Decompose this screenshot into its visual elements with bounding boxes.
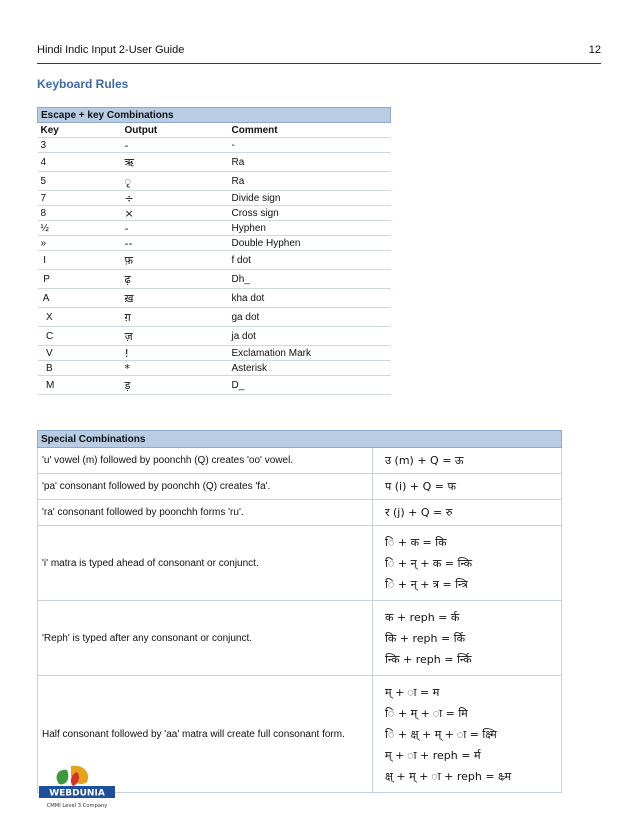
table-row xyxy=(38,206,391,221)
example-line: ि + क = कि xyxy=(385,535,447,549)
key-cell: ½ xyxy=(38,221,122,236)
table-row xyxy=(38,361,391,376)
example-line: न्कि + reph = र्न्कि xyxy=(385,652,472,666)
table-row xyxy=(38,327,391,346)
output-cell: फ़ xyxy=(122,251,229,270)
output-cell: * xyxy=(122,361,229,376)
output-cell: ग़ xyxy=(122,308,229,327)
comment-cell: Exclamation Mark xyxy=(229,346,391,361)
column-header: Key xyxy=(38,123,122,138)
table-row xyxy=(38,251,391,270)
webdunia-logo xyxy=(37,762,117,810)
comment-cell: Ra xyxy=(229,172,391,191)
comment-cell: ja dot xyxy=(229,327,391,346)
key-cell: P xyxy=(38,270,122,289)
output-cell: ! xyxy=(122,346,229,361)
logo-brand-text: WEBDUNIA xyxy=(49,788,105,799)
example-cell xyxy=(373,500,562,526)
comment-cell: Double Hyphen xyxy=(229,236,391,251)
page-header xyxy=(37,44,601,64)
table-caption-row xyxy=(38,108,391,123)
example-line: ि + न् + क = न्कि xyxy=(385,556,473,570)
table-row xyxy=(38,346,391,361)
special-combinations-table xyxy=(37,430,562,793)
logo-tagline: CMMI Level 3 Company xyxy=(46,803,108,809)
comment-cell: D_ xyxy=(229,376,391,395)
table-row xyxy=(38,526,562,601)
table-row xyxy=(38,289,391,308)
comment-cell: Ra xyxy=(229,153,391,172)
example-cell xyxy=(373,448,562,474)
example-line: क्ष् + म् + ा + reph = क्ष्र्म xyxy=(385,769,512,783)
column-header-row xyxy=(38,123,391,138)
comment-cell: Cross sign xyxy=(229,206,391,221)
description-cell: 'Reph' is typed after any consonant or conjunct. xyxy=(38,601,373,676)
example-cell xyxy=(373,526,562,601)
comment-cell: Hyphen xyxy=(229,221,391,236)
example-cell xyxy=(373,474,562,500)
comment-cell: kha dot xyxy=(229,289,391,308)
output-cell: ढ़ xyxy=(122,270,229,289)
table-caption: Escape + key Combinations xyxy=(38,108,391,123)
output-cell: -- xyxy=(122,236,229,251)
description-cell: 'pa' consonant followed by poonchh (Q) creates 'fa'. xyxy=(38,474,373,500)
description-cell: 'u' vowel (m) followed by poonchh (Q) creates 'oo' vowel. xyxy=(38,448,373,474)
table-row xyxy=(38,236,391,251)
table-row xyxy=(38,153,391,172)
table-row xyxy=(38,474,562,500)
key-cell: 4 xyxy=(38,153,122,172)
comment-cell: Divide sign xyxy=(229,191,391,206)
key-cell: C xyxy=(38,327,122,346)
example-line: उ (m) + Q = ऊ xyxy=(385,454,464,467)
document-title: Hindi Indic Input 2-User Guide xyxy=(37,44,185,56)
column-header: Output xyxy=(122,123,229,138)
table-row xyxy=(38,172,391,191)
output-cell: ÷ xyxy=(122,191,229,206)
key-cell: 3 xyxy=(38,138,122,153)
example-line: र (j) + Q = रु xyxy=(385,506,453,519)
output-cell: - xyxy=(122,138,229,153)
header-divider xyxy=(37,63,601,64)
table-caption-row xyxy=(38,431,562,448)
example-cell xyxy=(373,676,562,793)
page-number: 12 xyxy=(588,44,601,56)
comment-cell: Asterisk xyxy=(229,361,391,376)
example-line: क + reph = र्क xyxy=(385,610,460,624)
key-cell: 8 xyxy=(38,206,122,221)
key-cell: I xyxy=(38,251,122,270)
table-row xyxy=(38,221,391,236)
example-line: ि + क्ष् + म् + ा = क्ष्मि xyxy=(385,727,497,741)
output-cell: ख़ xyxy=(122,289,229,308)
example-line: कि + reph = र्कि xyxy=(385,631,466,645)
key-cell: 7 xyxy=(38,191,122,206)
escape-key-table xyxy=(37,107,391,395)
key-cell: A xyxy=(38,289,122,308)
example-line: ि + म् + ा = मि xyxy=(385,706,468,720)
output-cell: - xyxy=(122,221,229,236)
description-cell: Half consonant followed by 'aa' matra will create full consonant form. xyxy=(38,676,373,793)
section-title: Keyboard Rules xyxy=(37,77,129,91)
key-cell: B xyxy=(38,361,122,376)
example-cell xyxy=(373,601,562,676)
table-caption: Special Combinations xyxy=(38,431,562,448)
output-cell: ड़ xyxy=(122,376,229,395)
output-cell: ज़ xyxy=(122,327,229,346)
table-row xyxy=(38,308,391,327)
comment-cell: Dh_ xyxy=(229,270,391,289)
table-row xyxy=(38,270,391,289)
table-row xyxy=(38,601,562,676)
key-cell: M xyxy=(38,376,122,395)
description-cell: 'ra' consonant followed by poonchh forms 'ru'. xyxy=(38,500,373,526)
output-cell: ऋ xyxy=(122,153,229,172)
description-cell: 'i' matra is typed ahead of consonant or conjunct. xyxy=(38,526,373,601)
key-cell: V xyxy=(38,346,122,361)
table-row xyxy=(38,138,391,153)
example-line: प (i) + Q = फ xyxy=(385,480,456,493)
comment-cell: f dot xyxy=(229,251,391,270)
comment-cell: - xyxy=(229,138,391,153)
key-cell: 5 xyxy=(38,172,122,191)
table-row xyxy=(38,376,391,395)
example-line: ि + न् + त्र = न्त्रि xyxy=(385,577,468,591)
key-cell: X xyxy=(38,308,122,327)
comment-cell: ga dot xyxy=(229,308,391,327)
key-cell: » xyxy=(38,236,122,251)
column-header: Comment xyxy=(229,123,391,138)
output-cell: × xyxy=(122,206,229,221)
table-row xyxy=(38,191,391,206)
example-line: म् + ा = म xyxy=(385,685,440,699)
table-row xyxy=(38,448,562,474)
output-cell: ृ xyxy=(122,172,229,191)
table-row xyxy=(38,500,562,526)
example-line: म् + ा + reph = र्म xyxy=(385,748,481,762)
